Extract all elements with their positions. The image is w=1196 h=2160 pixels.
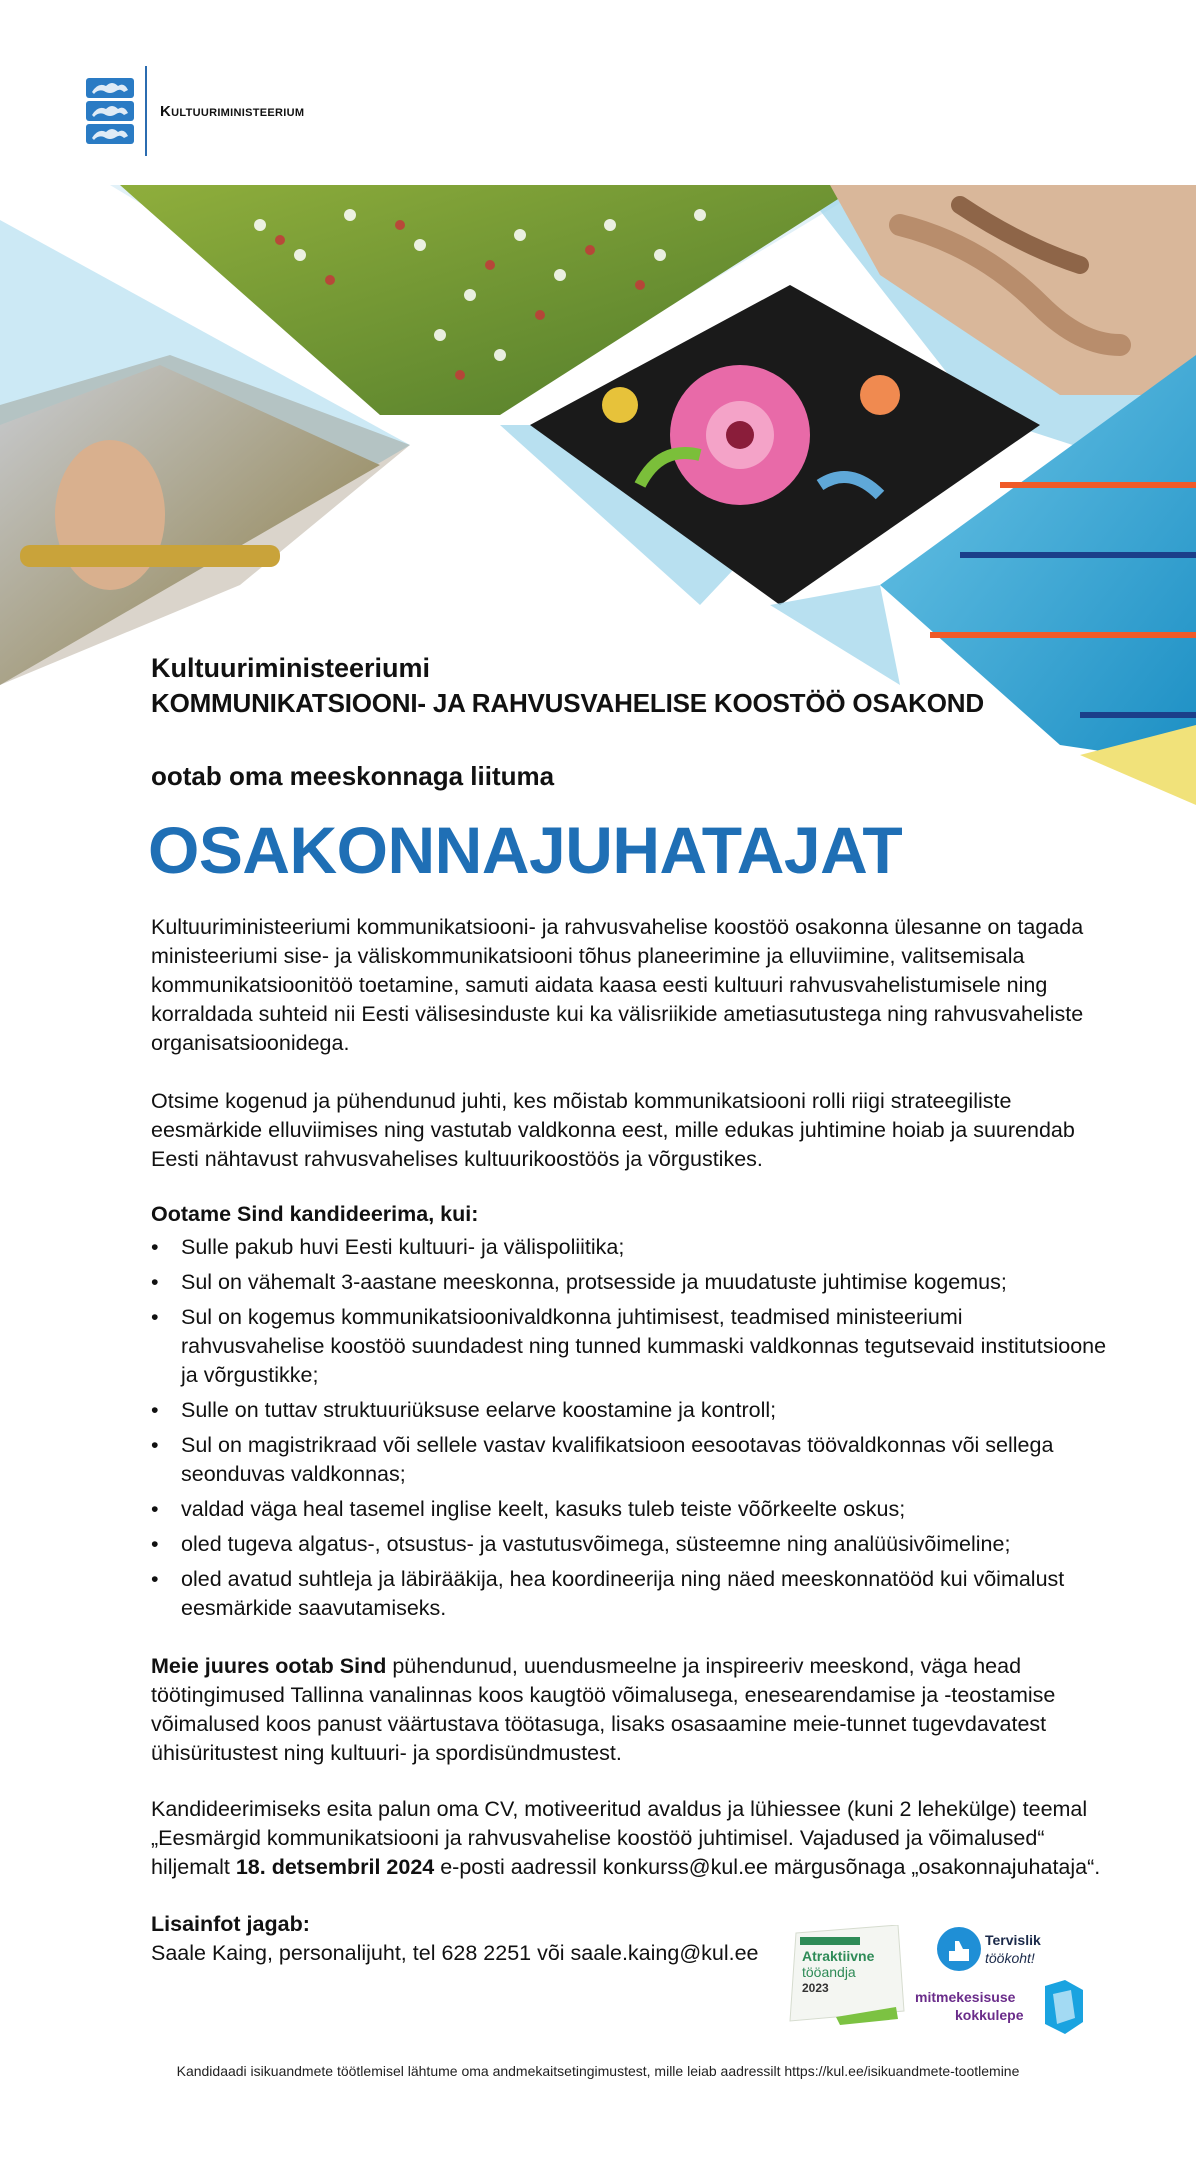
department-name: KOMMUNIKATSIOONI- JA RAHVUSVAHELISE KOOSTÖÖ OSAKOND (151, 688, 984, 718)
bullet-icon: • (151, 1305, 159, 1329)
logo-divider (145, 66, 147, 156)
position-title: OSAKONNAJUHATAJAT (148, 813, 903, 887)
healthy-workplace-badge-icon (935, 1925, 1055, 1975)
list-item: • Sul on kogemus kommunikatsioonivaldkonna juhtimisest, teadmised ministeeriumi rahvusvahelise koostöö suundadest ning tunned kummaski valdkonnas tegutsevaid institutsioone ja võrgustikke; (151, 1305, 1107, 1387)
ministry-lions-logo-icon (86, 78, 134, 144)
requirements-heading: Ootame Sind kandideerima, kui: (151, 1202, 479, 1226)
apply-paragraph: Kandideerimiseks esita palun oma CV, motiveeritud avaldus ja lühiessee (kuni 2 lehekülge) teemal „Eesmärgid kommunikatsiooni ja rahvusvahelise koostöö juhtimisel. Vajadused ja võimalused“ hiljemalt 18. detsembril 2024 e-posti aadressil konkurss@kul.ee märgusõnaga „osakonnajuhataja“. (151, 1797, 1101, 1879)
bullet-icon: • (151, 1532, 159, 1556)
ministry-name: Kultuuriministeeriumi (151, 653, 431, 683)
diversity-agreement-badge-icon (915, 1980, 1085, 2036)
list-item: • valdad väga heal tasemel inglise keelt, kasuks tuleb teiste võõrkeelte oskus; (151, 1495, 1111, 1524)
requirements-list (151, 1233, 1111, 1629)
bullet-icon: • (151, 1497, 159, 1521)
svg-text:2023: 2023 (802, 1981, 829, 1995)
offer-lead: Meie juures ootab Sind (151, 1654, 387, 1678)
seek-paragraph: Otsime kogenud ja pühendunud juhti, kes mõistab kommunikatsiooni rolli riigi strateegiliste eesmärkide elluviimises ning vastutab valdkonna eest, mille edukas juhtimine hoiab ja suurendab Eesti nähtavust rahvusvahelises kultuurikoostöös ja võrgustikes. (151, 1089, 1075, 1171)
invite-line: ootab oma meeskonnaga liituma (151, 761, 555, 791)
list-item: • Sul on vähemalt 3-aastane meeskonna, protsesside ja muudatuste juhtimise kogemus; (151, 1268, 1111, 1297)
deadline: 18. detsembril 2024 (235, 1855, 435, 1879)
attractive-employer-badge-icon (786, 1925, 906, 2025)
bullet-icon: • (151, 1398, 159, 1422)
list-item: • oled tugeva algatus-, otsustus- ja vastutusvõimega, süsteemne ning analüüsivõimeline; (151, 1530, 1111, 1559)
bullet-icon: • (151, 1235, 159, 1259)
offer-text: pühendunud, uuendusmeelne ja inspireeriv meeskond, väga head töötingimused Tallinna vanalinnas koos kaugtöö võimalusega, enesearendamise ja -teostamise võimalused koos panust väärtustava töötasuga, lisaks osasaamine meie-tunnet tugevdavatest ühisüritustest ning kultuuri- ja spordisündmustest. (151, 1654, 1056, 1765)
offer-paragraph (151, 1652, 1111, 1768)
bullet-icon: • (151, 1433, 159, 1457)
intro-paragraph: Kultuuriministeeriumi kommunikatsiooni- ja rahvusvahelise koostöö osakonna ülesanne on tagada ministeeriumi sise- ja väliskommunikatsiooni tõhus planeerimine ja elluviimine, valitsemisala kommunikatsioonitöö toetamine, samuti aidata kaasa eesti kultuuri rahvusvahelistumisele ning korraldada suhteid nii Eesti välisesinduste kui ka välisriikide ametiasutustega ning rahvusvaheliste organisatsioonidega. (151, 915, 1084, 1055)
svg-text:töökoht!: töökoht! (985, 1950, 1035, 1966)
svg-text:Atraktiivne: Atraktiivne (802, 1948, 875, 1964)
list-item: • oled avatud suhtleja ja läbirääkija, hea koordineerija ning näed meeskonnatööd kui võimalust eesmärkide saavutamiseks. (151, 1567, 1065, 1620)
ministry-logo-text: Kultuuriministeerium (160, 103, 305, 120)
svg-text:kokkulepe: kokkulepe (955, 2007, 1024, 2023)
svg-text:Tervislik: Tervislik (985, 1932, 1041, 1948)
contact-line: Saale Kaing, personalijuht, tel 628 2251 või saale.kaing@kul.ee (151, 1941, 759, 1965)
list-item: • Sulle on tuttav struktuuriüksuse eelarve koostamine ja kontroll; (151, 1396, 1111, 1425)
contact-heading: Lisainfot jagab: (151, 1912, 310, 1936)
bullet-icon: • (151, 1270, 159, 1294)
bullet-icon: • (151, 1567, 159, 1591)
svg-text:mitmekesisuse: mitmekesisuse (915, 1989, 1016, 2005)
privacy-footer: Kandidaadi isikuandmete töötlemisel lähtume oma andmekaitsetingimustest, mille leiab aadressilt https://kul.ee/isikuandmete-tootlemine (176, 2063, 1020, 2079)
list-item: • Sulle pakub huvi Eesti kultuuri- ja välispoliitika; (151, 1233, 1111, 1262)
svg-text:tööandja: tööandja (802, 1964, 856, 1980)
list-item: • Sul on magistrikraad või sellele vastav kvalifikatsioon eesootavas töövaldkonnas või sellega seonduvas valdkonnas; (151, 1433, 1054, 1486)
